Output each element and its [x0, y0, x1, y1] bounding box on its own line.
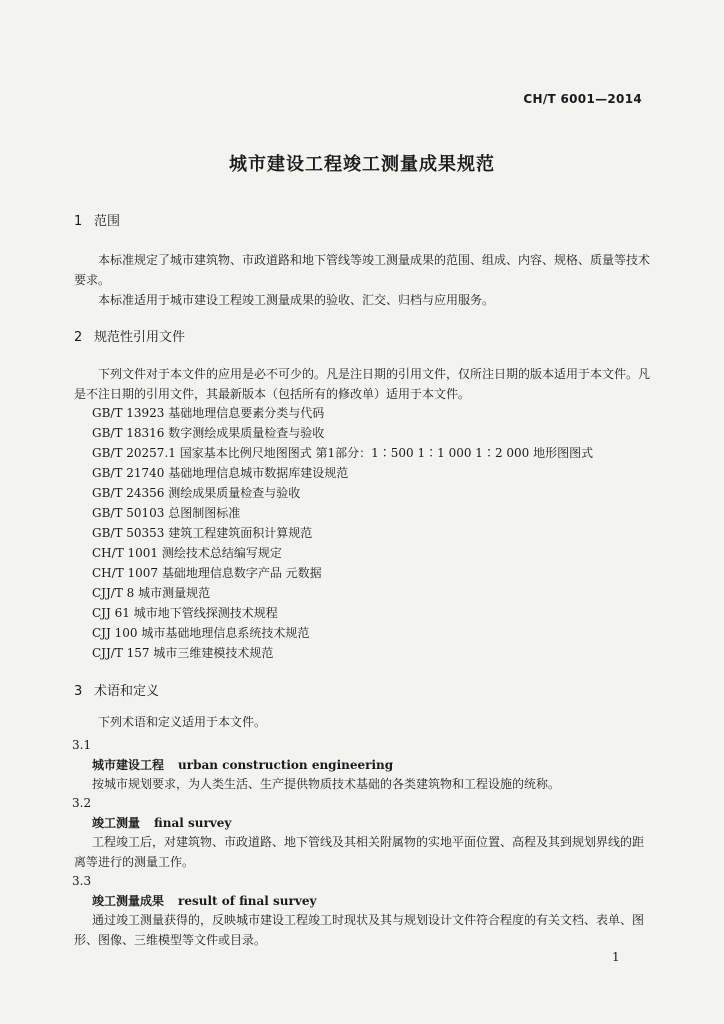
reference-item: GB/T 18316 数字测绘成果质量检查与验收 — [92, 426, 325, 440]
term-zh: 竣工测量 — [92, 816, 141, 830]
section-3-heading — [74, 680, 159, 699]
section-number: 3 — [74, 684, 83, 699]
term-entry — [92, 814, 231, 831]
section-number: 2 — [74, 330, 83, 345]
clause-number: 3.2 — [72, 796, 92, 810]
term-definition: 按城市规划要求，为人类生活、生产提供物质技术基础的各类建筑物和工程设施的统称。 — [92, 777, 561, 791]
clause-number: 3.3 — [72, 874, 92, 888]
clause-number: 3.1 — [72, 738, 92, 752]
section-number: 1 — [74, 214, 83, 229]
section-title: 范围 — [94, 214, 121, 229]
paragraph: 下列文件对于本文件的应用是必不可少的。凡是注日期的引用文件，仅所注日期的版本适用于本文件。凡是不注日期的引用文件，其最新版本（包括所有的修改单）适用于本文件。 — [74, 367, 651, 401]
term-en: urban construction engineering — [178, 758, 394, 772]
reference-item: CJJ 61 城市地下管线探测技术规程 — [92, 606, 278, 620]
reference-item: GB/T 21740 基础地理信息城市数据库建设规范 — [92, 466, 349, 480]
page-number: 1 — [612, 950, 620, 964]
reference-item: GB/T 13923 基础地理信息要素分类与代码 — [92, 406, 325, 420]
term-en: final survey — [154, 816, 232, 830]
reference-item: GB/T 50353 建筑工程建筑面积计算规范 — [92, 526, 313, 540]
section-2-heading — [74, 326, 185, 345]
paragraph: 下列术语和定义适用于本文件。 — [98, 715, 267, 729]
term-zh: 城市建设工程 — [92, 758, 165, 772]
term-en: result of final survey — [178, 894, 317, 908]
term-zh: 竣工测量成果 — [92, 894, 165, 908]
reference-item: GB/T 50103 总图制图标准 — [92, 506, 241, 520]
reference-item: GB/T 24356 测绘成果质量检查与验收 — [92, 486, 301, 500]
reference-item: CJJ 100 城市基础地理信息系统技术规范 — [92, 626, 310, 640]
reference-item: GB/T 20257.1 国家基本比例尺地图图式 第1部分：1∶500 1∶1 000 1∶2 000 地形图图式 — [92, 446, 594, 460]
paragraph: 本标准适用于城市建设工程竣工测量成果的验收、汇交、归档与应用服务。 — [98, 293, 495, 307]
term-definition: 通过竣工测量获得的，反映城市建设工程竣工时现状及其与规划设计文件符合程度的有关文档、表单、图形、图像、三维模型等文件或目录。 — [74, 913, 645, 947]
standard-number: CH/T 6001—2014 — [523, 92, 642, 106]
reference-item: CJJ/T 157 城市三维建模技术规范 — [92, 646, 274, 660]
document-title: 城市建设工程竣工测量成果规范 — [229, 154, 495, 175]
section-1-heading — [74, 210, 120, 229]
term-entry — [92, 892, 316, 909]
term-entry — [92, 756, 393, 773]
section-title: 规范性引用文件 — [94, 330, 186, 345]
reference-item: CH/T 1001 测绘技术总结编写规定 — [92, 546, 282, 560]
section-title: 术语和定义 — [94, 684, 160, 699]
reference-item: CJJ/T 8 城市测量规范 — [92, 586, 211, 600]
paragraph: 本标准规定了城市建筑物、市政道路和地下管线等竣工测量成果的范围、组成、内容、规格、质量等技术要求。 — [74, 253, 651, 287]
term-definition: 工程竣工后，对建筑物、市政道路、地下管线及其相关附属物的实地平面位置、高程及其到规划界线的距离等进行的测量工作。 — [74, 835, 645, 869]
reference-item: CH/T 1007 基础地理信息数字产品 元数据 — [92, 566, 322, 580]
